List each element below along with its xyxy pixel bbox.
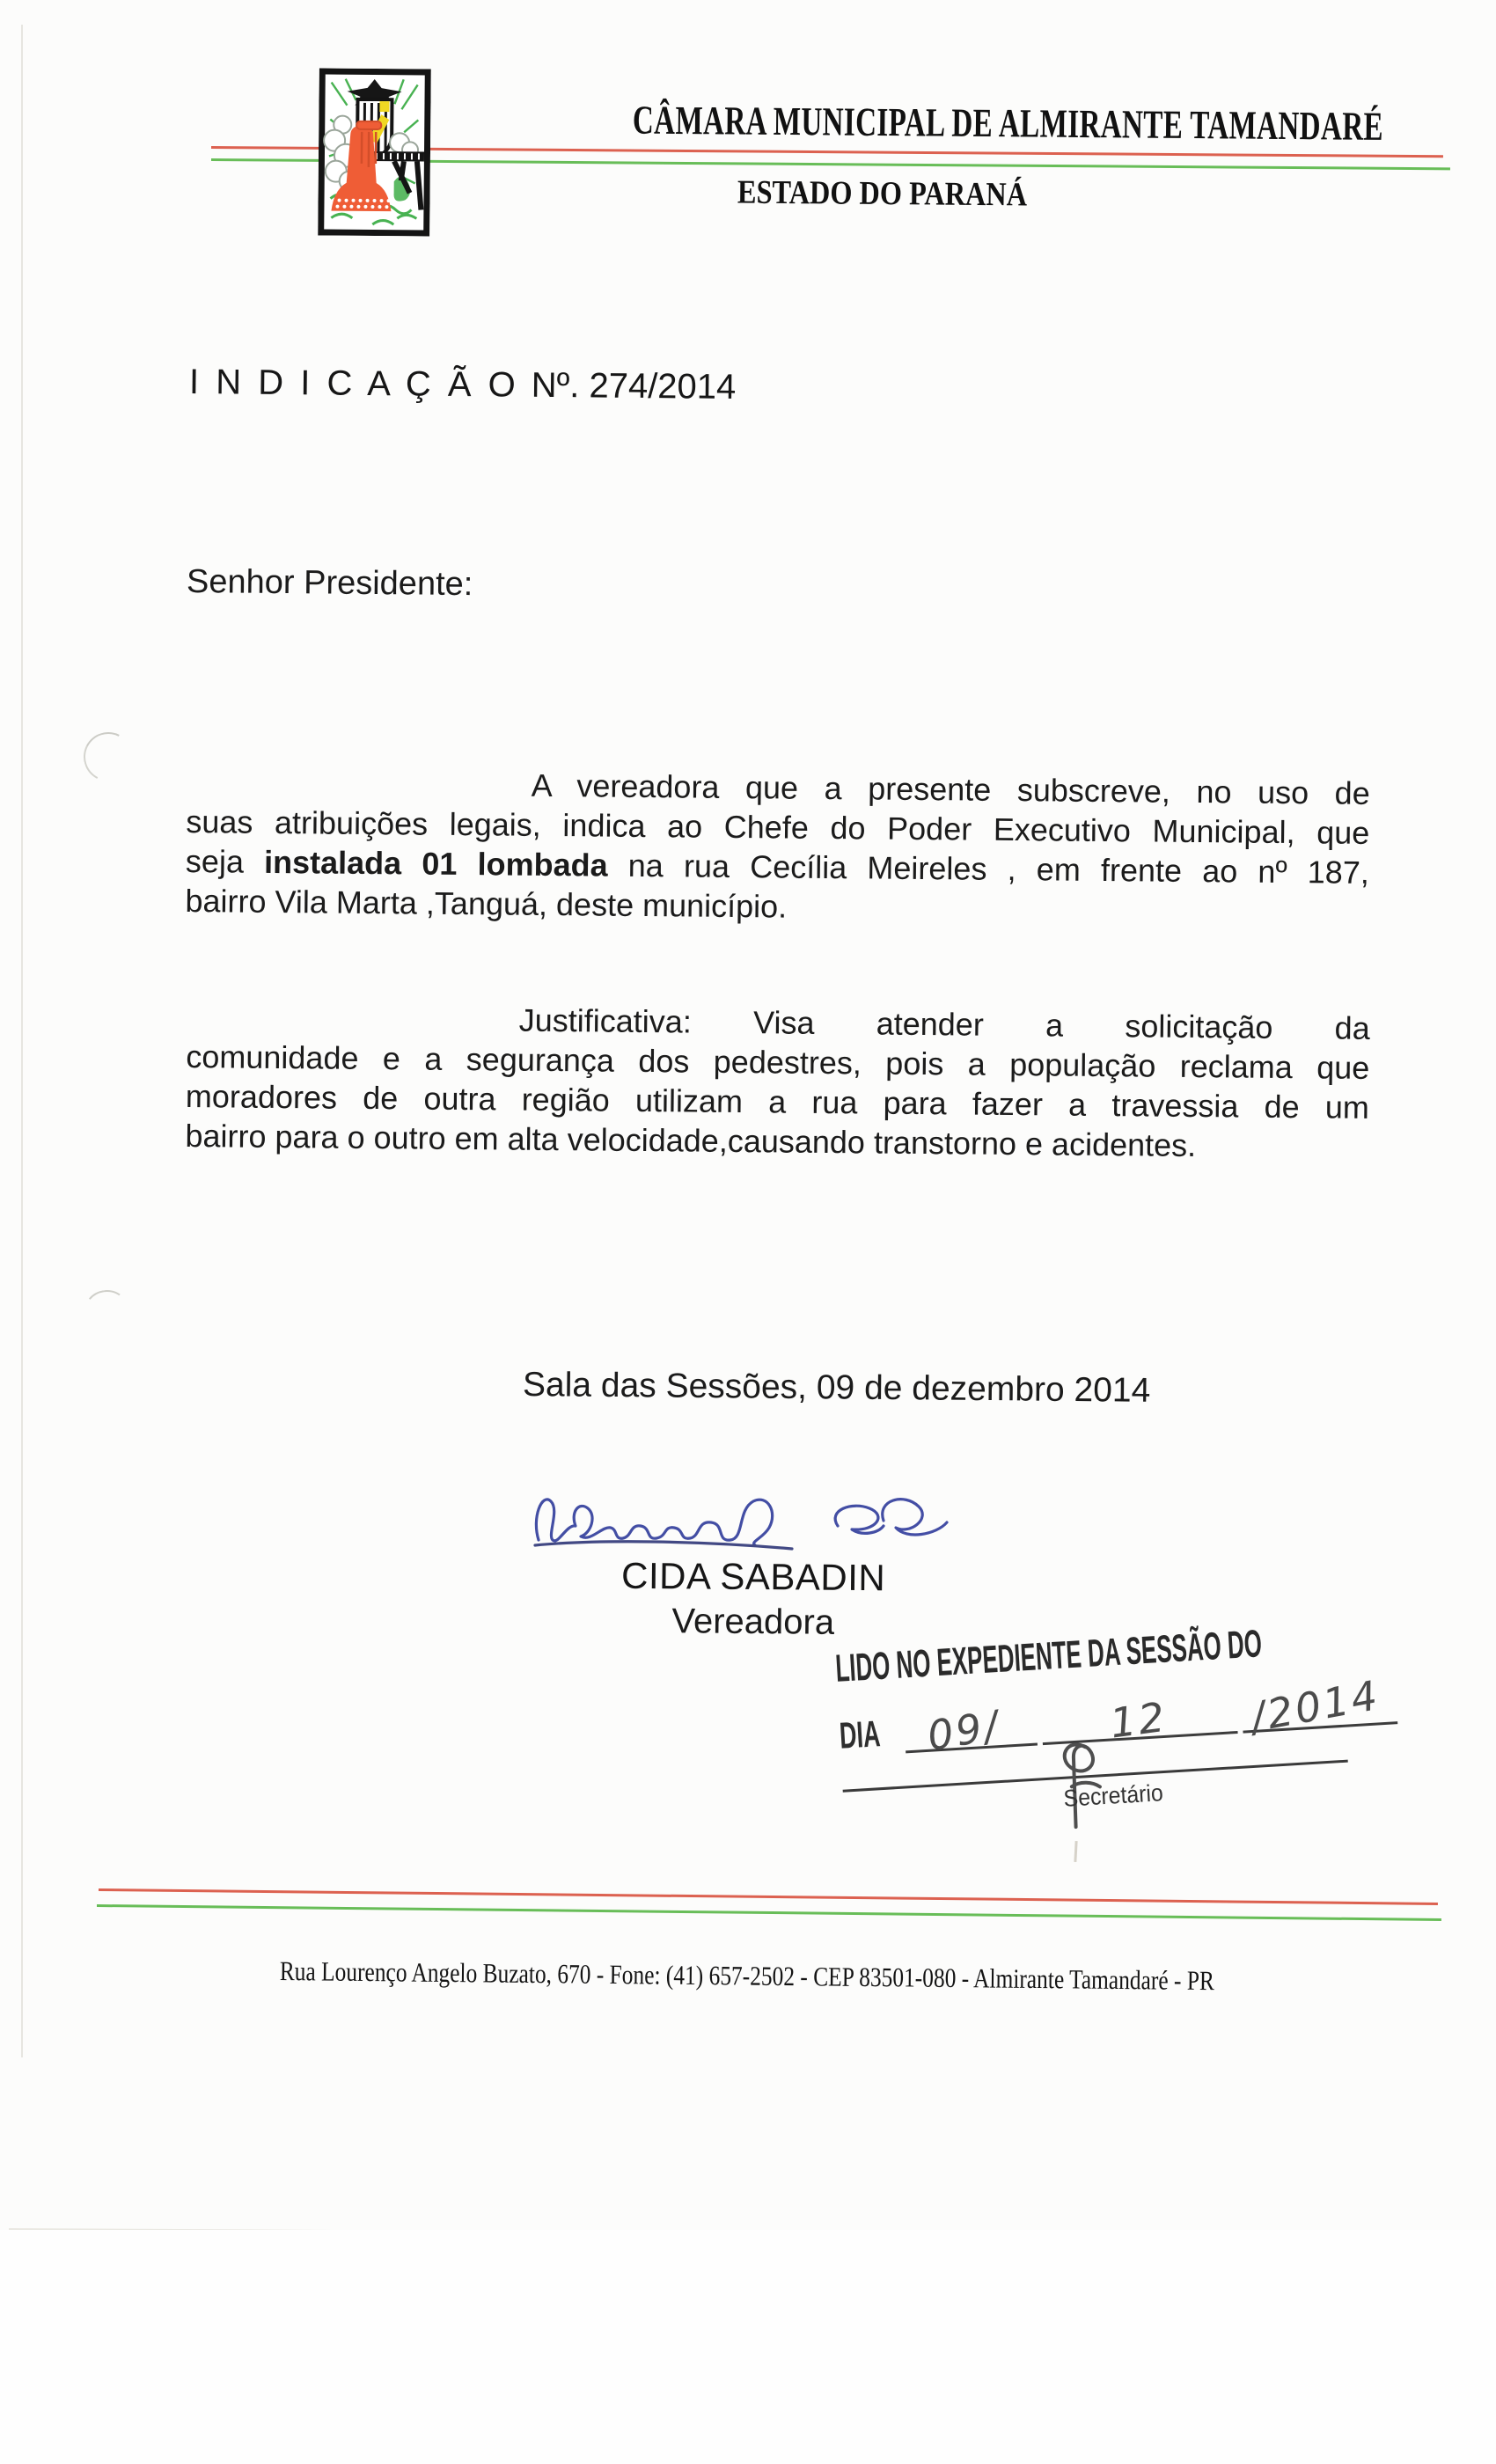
handwritten-day: 09/: [924, 1700, 1005, 1760]
paragraph-text: A vereadora que a presente subscreve, no uso de: [531, 766, 1370, 811]
signature-ink-icon: [528, 1471, 990, 1559]
paragraph-text: na rua Cecília Meireles , em frente ao nº 187,: [607, 847, 1370, 891]
body-paragraph-1: [185, 762, 1370, 932]
body-paragraph-2: [185, 997, 1370, 1167]
paragraph-text: suas atribuições legais, indica ao Chefe do Poder Executivo Municipal, que: [186, 803, 1370, 851]
handwritten-signature: [528, 1471, 990, 1564]
signer-role: Vereadora: [671, 1602, 835, 1642]
secretary-label: Secretário: [1062, 1779, 1164, 1812]
document-title: [189, 363, 737, 407]
paragraph-text: comunidade e a segurança dos pedestres, pois a população reclama que: [186, 1038, 1370, 1086]
stamp-title: LIDO NO EXPEDIENTE DA SESSÃO DO: [834, 1622, 1264, 1690]
coat-of-arms-icon: [318, 68, 431, 236]
dateline: Sala das Sessões, 09 de dezembro 2014: [522, 1366, 1151, 1410]
coat-of-arms-logo: [318, 68, 431, 236]
footer-line-green: [97, 1904, 1441, 1921]
document-title-word: I N D I C A Ç Ã O: [188, 363, 519, 405]
org-name: CÂMARA MUNICIPAL DE ALMIRANTE TAMANDARÉ: [632, 97, 1384, 149]
stamp-date-row: [838, 1670, 1397, 1760]
signer-block: [489, 1553, 1018, 1644]
stamp-year-field: [1241, 1670, 1398, 1742]
page-edge-line-left: [21, 25, 23, 2057]
stamp-day-field: [903, 1698, 1038, 1760]
area-below-scan: [0, 2230, 1496, 2464]
document-title-number: Nº. 274/2014: [531, 365, 737, 407]
paragraph-text: bairro para o outro em alta velocidade,causando transtorno e acidentes.: [185, 1117, 1197, 1164]
org-state: ESTADO DO PARANÁ: [737, 173, 1028, 214]
paragraph-text-bold: instalada 01 lombada: [263, 843, 608, 884]
footer-address: Rua Lourenço Angelo Buzato, 670 - Fone: (41) 657-2502 - CEP 83501-080 - Almirante Tamandaré - PR: [279, 1955, 1215, 1997]
handwritten-year: /2014: [1247, 1670, 1384, 1742]
paragraph-text: Justificativa: Visa atender a solicitação da: [518, 1001, 1370, 1046]
scan-artifact-arc: [82, 1287, 131, 1334]
paragraph-text: seja: [185, 842, 265, 880]
paragraph-text: bairro Vila Marta ,Tanguá, deste município.: [185, 882, 788, 925]
scan-artifact-arc: [77, 726, 140, 788]
footer-line-red: [99, 1888, 1438, 1905]
signer-name: CIDA SABADIN: [620, 1554, 886, 1599]
stamp-day-label: DIA: [838, 1712, 882, 1756]
scan-artifact-tick: [1074, 1841, 1077, 1862]
paragraph-text: moradores de outra região utilizam a rua para fazer a travessia de um: [185, 1077, 1370, 1126]
salutation: Senhor Presidente:: [186, 563, 473, 604]
handwritten-month: 12: [1107, 1692, 1170, 1748]
